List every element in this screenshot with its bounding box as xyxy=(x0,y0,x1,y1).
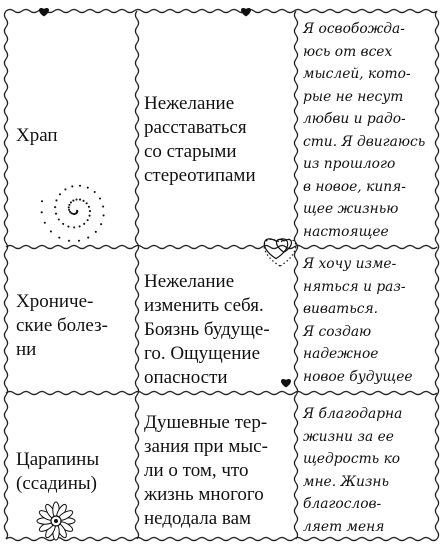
heart-icon xyxy=(39,8,49,16)
heart-icon xyxy=(281,379,291,387)
right-border xyxy=(435,11,438,539)
spiral-icon xyxy=(41,185,105,242)
row-1-affirmation: Я освобожда- юсь от всех мыслей, кото- рые не несут любви и радо- сти. Я двигаюсь из прошлого в новое, кипя- щее жизнью настоящее xyxy=(303,21,426,240)
left-border xyxy=(4,11,7,539)
column-divider-1 xyxy=(135,11,138,539)
row-1-cause: Нежелание расставаться со старыми стереотипами xyxy=(144,93,256,186)
row-divider-1 xyxy=(6,245,437,248)
row-1-problem: Храп xyxy=(16,125,58,146)
column-divider-2 xyxy=(294,11,297,539)
row-3-cause: Душевные тер- зания при мыс- ли о том, что жизнь многого недодала вам xyxy=(144,412,268,529)
flower-icon xyxy=(37,502,75,540)
top-border xyxy=(6,9,437,12)
heart-icon xyxy=(241,8,251,16)
row-2-cause: Нежелание изменить себя. Боязнь будуще- го. Ощущение опасности xyxy=(144,271,270,388)
row-divider-2 xyxy=(6,391,437,394)
row-2-problem: Хрониче- ские болез- ни xyxy=(16,291,108,360)
row-3-affirmation: Я благодарна жизни за ее щедрость ко мне. Жизнь благослов- ляет меня xyxy=(303,406,403,535)
row-2-affirmation: Я хочу изме- няться и раз- виваться. Я создаю надежное новое будущее xyxy=(303,256,413,385)
row-3-problem: Царапины (ссадины) xyxy=(16,449,100,494)
